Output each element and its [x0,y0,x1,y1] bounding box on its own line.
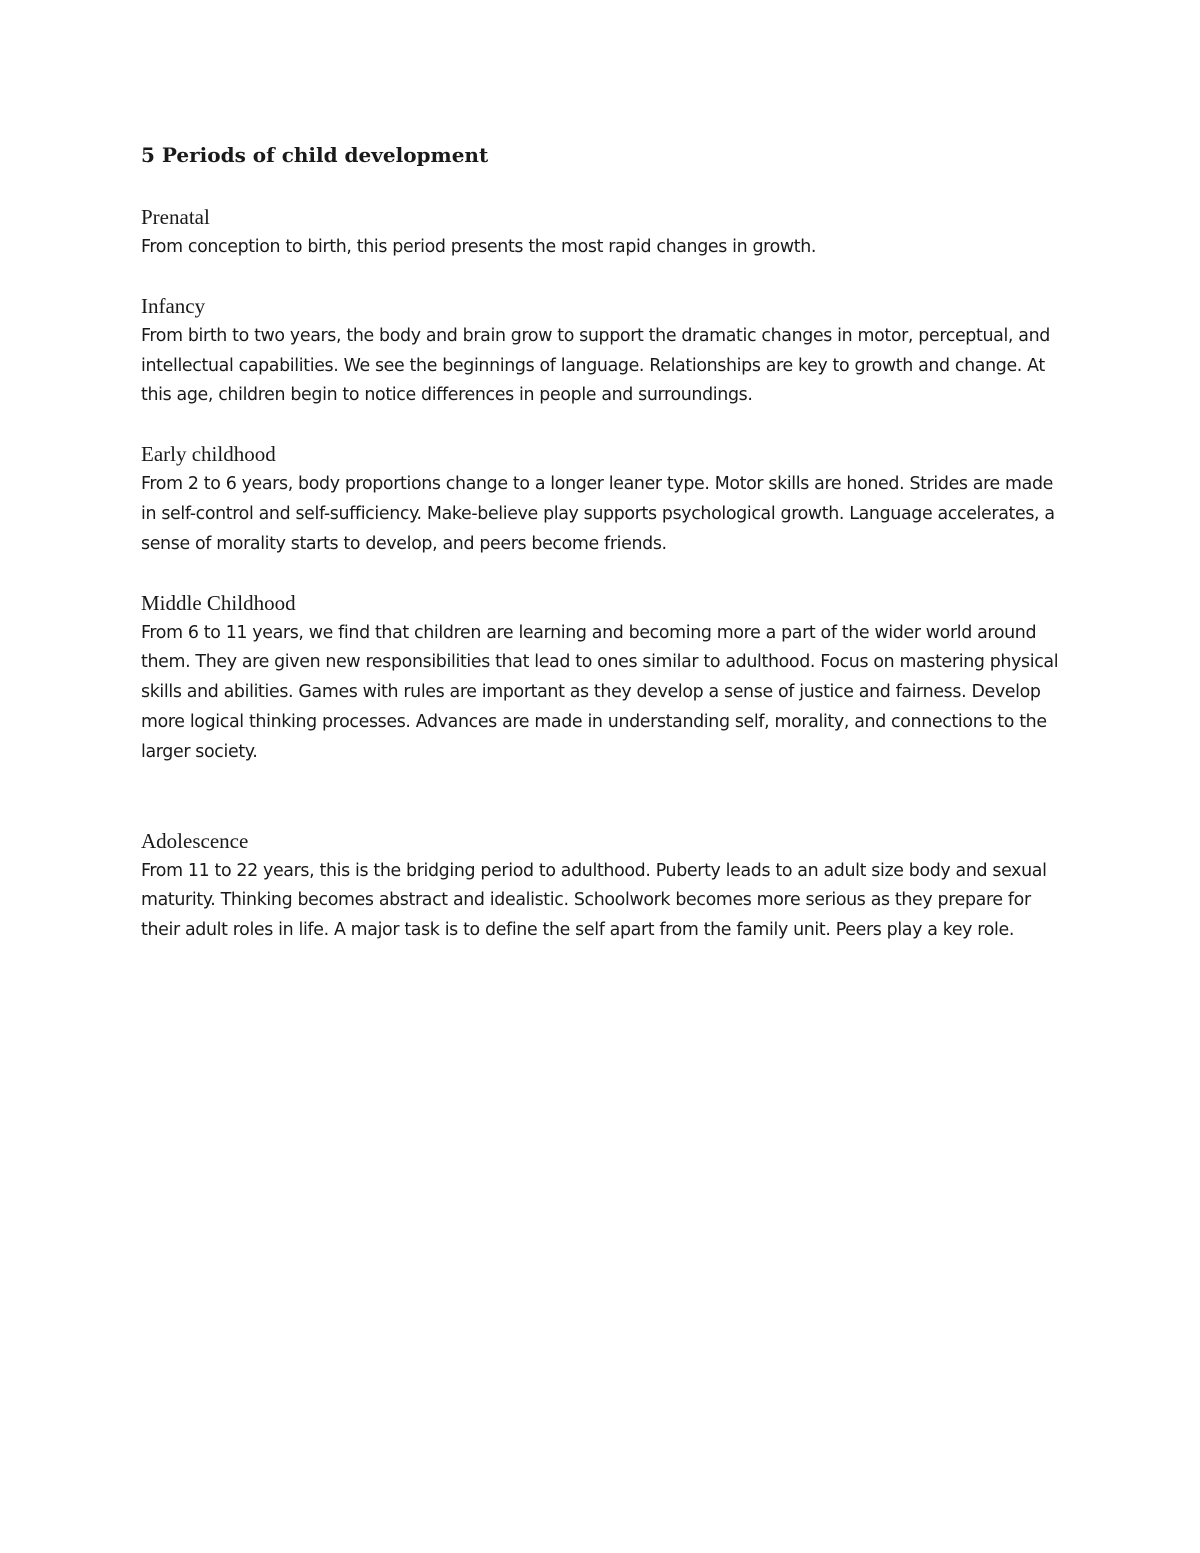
section-body: From 11 to 22 years, this is the bridging period to adulthood. Puberty leads to an adult size body and sexual maturity. Thinking becomes abstract and idealistic. Schoolwork becomes more serious as they prepare for their adult roles in life. A major task is to define the self apart from the family unit. Peers play a key role. [141,860,1047,941]
section-heading: Adolescence [141,828,249,853]
section-adolescence [141,825,1071,946]
section-heading: Early childhood [141,442,276,467]
section-body: From 6 to 11 years, we find that children are learning and becoming more a part of the wider world around them. They are given new responsibilities that lead to ones similar to adulthood. Focus on mastering physical skills and abilities. Games with rules are important as they develop a sense of justice and fairness. Develop more logical thinking processes. Advances are made in understanding self, morality, and connections to the larger society. [141,622,1059,762]
section-heading: Infancy [141,293,206,318]
section-middle-childhood [141,587,1071,768]
section-body: From 2 to 6 years, body proportions change to a longer leaner type. Motor skills are honed. Strides are made in self-control and self-sufficiency. Make-believe play supports psychological growth. Language accelerates, a sense of morality starts to develop, and peers become friends. [141,474,1055,554]
section-heading: Middle Childhood [141,590,296,615]
section-early-childhood [141,438,1071,559]
section-heading: Prenatal [141,205,210,229]
section-body: From conception to birth, this period presents the most rapid changes in growth. [141,237,817,257]
section-infancy [141,290,1071,411]
document-title: 5 Periods of child development [141,143,489,167]
document-content [141,140,1071,973]
section-prenatal [141,201,1071,263]
section-body: From birth to two years, the body and brain grow to support the dramatic changes in motor, perceptual, and intellectual capabilities. We see the beginnings of language. Relationships are key to growth and change. At this age, children begin to notice differences in people and surroundings. [141,325,1050,406]
